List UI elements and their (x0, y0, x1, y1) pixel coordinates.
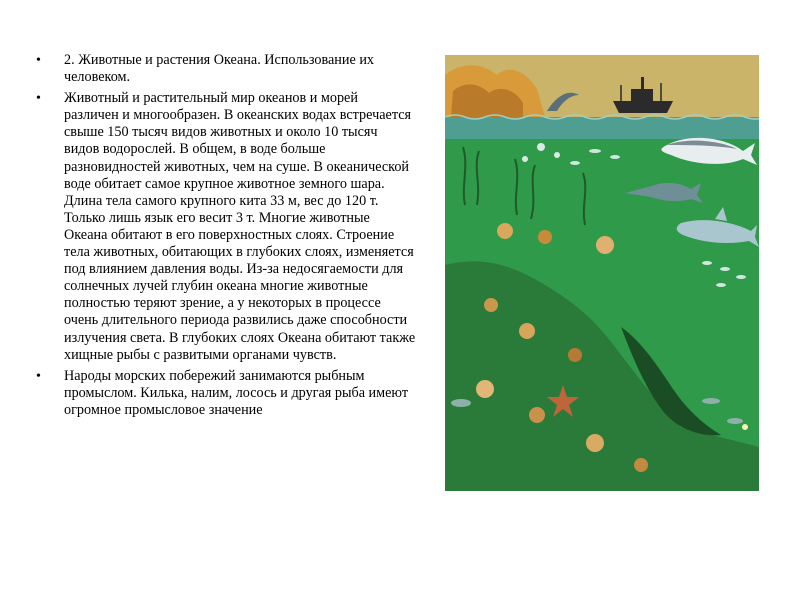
surface-water (445, 117, 759, 139)
bullet-marker: • (36, 53, 41, 68)
bullet-item-title (36, 52, 416, 86)
bullet-text: Народы морских побережий занимаются рыбным промыслом. Килька, налим, лосось и другая рыба имеют огромное промысловое значение (64, 367, 409, 418)
bullet-text: Животный и растительный мир океанов и морей различен и многообразен. В океанских водах встречается свыше 150 тысяч видов животных и около 10 тысяч видов водорослей. В общем, в воде больше разновидностей животных, чем на суше. В океанической воде обитает самое крупное животное земного шара. Длина тела самого крупного кита 33 м, вес до 120 т. Только лишь язык его весит 3 т. Многие животные Океана обитают в его поверхностных слоях. Строение тела животных, обитающих в глубоких слоях, изменяется под влиянием давления воды. Из-за недосягаемости для солнечных лучей глубин океана многие животные полностью теряют зрение, а у некоторых в процессе очень длительного периода развились даже способности излучения света. В глубоких слоях Океана обитают также хищные рыбы с развитыми органами чувств. (64, 90, 416, 363)
glowing-creature (742, 424, 748, 430)
bullet-item-body (36, 90, 416, 364)
ocean-illustration-svg (445, 55, 759, 491)
bullet-list (36, 52, 416, 419)
bullet-text: 2. Животные и растения Океана. Использование их человеком. (64, 52, 375, 86)
text-column (36, 52, 416, 423)
bullet-marker: • (36, 91, 41, 107)
ocean-life-illustration (445, 55, 759, 491)
bullet-marker: • (36, 368, 41, 384)
bullet-item-fishing (36, 368, 416, 419)
